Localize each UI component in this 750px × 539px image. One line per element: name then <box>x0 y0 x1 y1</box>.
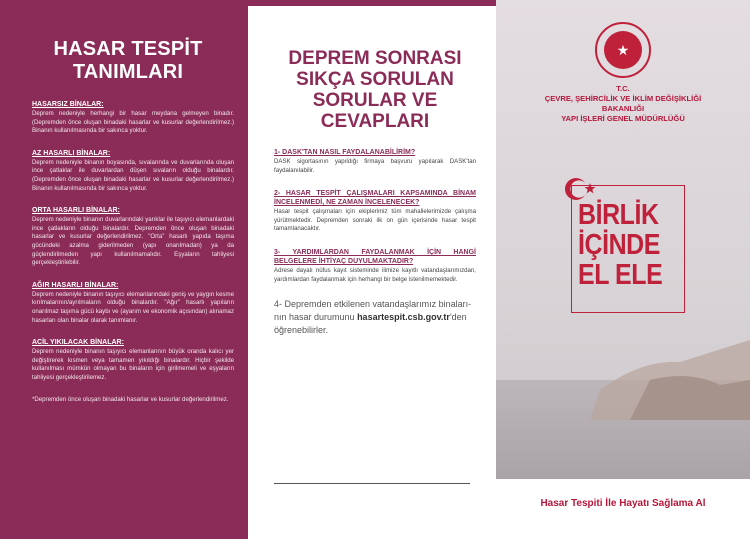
definition-heading: ORTA HASARLI BİNALAR: <box>32 207 120 215</box>
faq-online-text: 4- Depremden etkilenen vatandaşlarımız binaları-nın hasar durumunu <box>274 299 472 323</box>
definition-heavy-damage <box>32 281 234 325</box>
ministry-logo <box>595 22 651 78</box>
hasartespit-link[interactable]: hasartespit.csb.gov.tr <box>357 312 450 323</box>
ministry-line: ÇEVRE, ŞEHİRCİLİK VE İKLİM DEĞİŞİKLİĞİ <box>544 94 702 103</box>
definition-body: Deprem nedeniyle binanın duvarlarındaki yarıklar ile taşıyıcı elemanlardaki ince çatlakların olduğu binalardır. Depremden önce oluşan binadaki hasarlar ve kusurlar değerlendirilmez. "Orta" hasarlı yapıda taşıma gücündeki azalma giderilmeden (yapı onarılmadan) ya da güçlendirilmeden yapı kullanılmamalıdır. Eşyaların tahliyesi gerçekleştirilebilir. <box>32 216 234 267</box>
faq-answer: Hasar tespit çalışmaları için ekiplerimiz tüm mahallelerimizde çalışma yürütmektedir. Depremden sonraki ilk on gün içerisinde hasar tespit tamamlanacaktır. <box>274 208 476 233</box>
definitions-title <box>32 38 234 84</box>
definition-body: Deprem nedeniyle binanın taşıyıcı elemanlarının büyük oranda kalıcı yer değiştirerek kısmen veya tamamen yıkıldığı binalardır. Hiçbir şekilde kullanılması mümkün olmayan bu binaların için girilmemeli ve eşyaların tahliyesi gerçekleştirilemez. <box>32 348 234 381</box>
faq-answer: Adrese dayalı nüfus kayıt sisteminde ilimize kayıtlı vatandaşlarımızdan, yardımlardan faydalanmak için herhangi bir belge istenilmemektedir. <box>274 266 476 283</box>
definition-undamaged <box>32 100 234 136</box>
faq-question: 2- HASAR TESPİT ÇALIŞMALARI KAPSAMINDA BİNAM İNCELENMEDİ, NE ZAMAN İNCELENECEK? <box>274 190 476 207</box>
definition-body: Deprem nedeniyle binanın boyasında, sıvalarında ve duvarlarında oluşan ince çatlaklar ile duvarlardan düşen sıvaların olduğu binalardır. (Depremden önce oluşan binadaki hasarlar ve kusurlar değerlendirilmez.) Binanın kullanılmasında bir sakınca yoktur. <box>32 158 234 192</box>
definition-light-damage <box>32 149 234 193</box>
definitions-title-line1: HASAR TESPİT <box>53 38 203 60</box>
definition-body: Deprem nedeniyle herhangi bir hasar meydana gelmeyen binadır. (Depremden önce oluşan binadaki hasarlar ve kusurlar değerlendirilmez.) Binanın kullanılmasında bir sakınca yoktur. <box>32 110 234 135</box>
faq-online-text-end: 'den öğrenebilirler. <box>274 312 467 336</box>
ministry-line: BAKANLIĞI <box>601 104 645 113</box>
slogan <box>578 200 676 290</box>
hands-photo <box>590 300 750 420</box>
definitions-panel <box>0 0 248 539</box>
tagline: Hasar Tespiti İle Hayatı Sağlama Al <box>540 498 706 509</box>
faq-title-line2: SIKÇA SORULAN <box>296 69 454 90</box>
definition-heading: AĞIR HASARLI BİNALAR: <box>32 281 119 289</box>
cover-panel <box>496 0 750 539</box>
definition-heading: AZ HASARLI BİNALAR: <box>32 149 111 157</box>
faq-title <box>274 48 476 132</box>
slogan-line2: İÇİNDE <box>578 229 660 261</box>
faq-question: 3- YARDIMLARDAN FAYDALANMAK İÇİN HANGİ BELGELERE İHTİYAÇ DUYULMAKTADIR? <box>274 248 476 265</box>
ministry-name <box>510 84 736 124</box>
faq-item-documents <box>274 248 476 284</box>
faq-question: 1- DASK'TAN NASIL FAYDALANABİLİRİM? <box>274 149 416 156</box>
faq-item-inspection <box>274 189 476 234</box>
definition-moderate-damage <box>32 206 234 268</box>
bottom-strip <box>496 479 750 539</box>
ministry-tc: T.C. <box>616 84 630 93</box>
divider-line <box>274 483 470 484</box>
faq-title-line3: SORULAR VE <box>312 90 438 111</box>
faq-item-dask <box>274 148 476 175</box>
faq-title-line4: CEVAPLARI <box>320 111 430 132</box>
ministry-emblem-icon: ★ <box>604 31 642 69</box>
definitions-title-line2: TANIMLARI <box>72 61 184 83</box>
definition-body: Deprem nedeniyle binanın taşıyıcı elemanlarındaki geniş ve yaygın kesme kırılmalarının/ayrılmaların olduğu binalardır. "Ağır" hasarlı yapıların onarılmaz taşıma gücü kaybı ve (ayarım ve ekonomik açısından) alınamaz hasarları olan binalar olarak tanımlanır. <box>32 290 234 324</box>
slogan-line3: EL ELE <box>578 259 663 291</box>
definitions-footnote: *Depremden önce oluşan binadaki hasarlar ve kusurlar değerlendirilmez. <box>32 396 229 404</box>
ministry-directorate: YAPI İŞLERİ GENEL MÜDÜRLÜĞÜ <box>561 114 685 123</box>
faq-item-online-check <box>274 298 476 337</box>
slogan-line1: BİRLİK <box>578 199 659 231</box>
faq-title-line1: DEPREM SONRASI <box>288 48 462 69</box>
definition-urgent-demolition <box>32 338 234 382</box>
faq-panel <box>248 0 496 539</box>
definition-heading: ACİL YIKILACAK BİNALAR: <box>32 339 124 347</box>
faq-answer: DASK sigortasının yapıldığı firmaya başvuru yapılarak DASK'tan faydalanılabilir. <box>274 158 476 174</box>
definition-heading: HASARSIZ BİNALAR: <box>32 101 104 108</box>
